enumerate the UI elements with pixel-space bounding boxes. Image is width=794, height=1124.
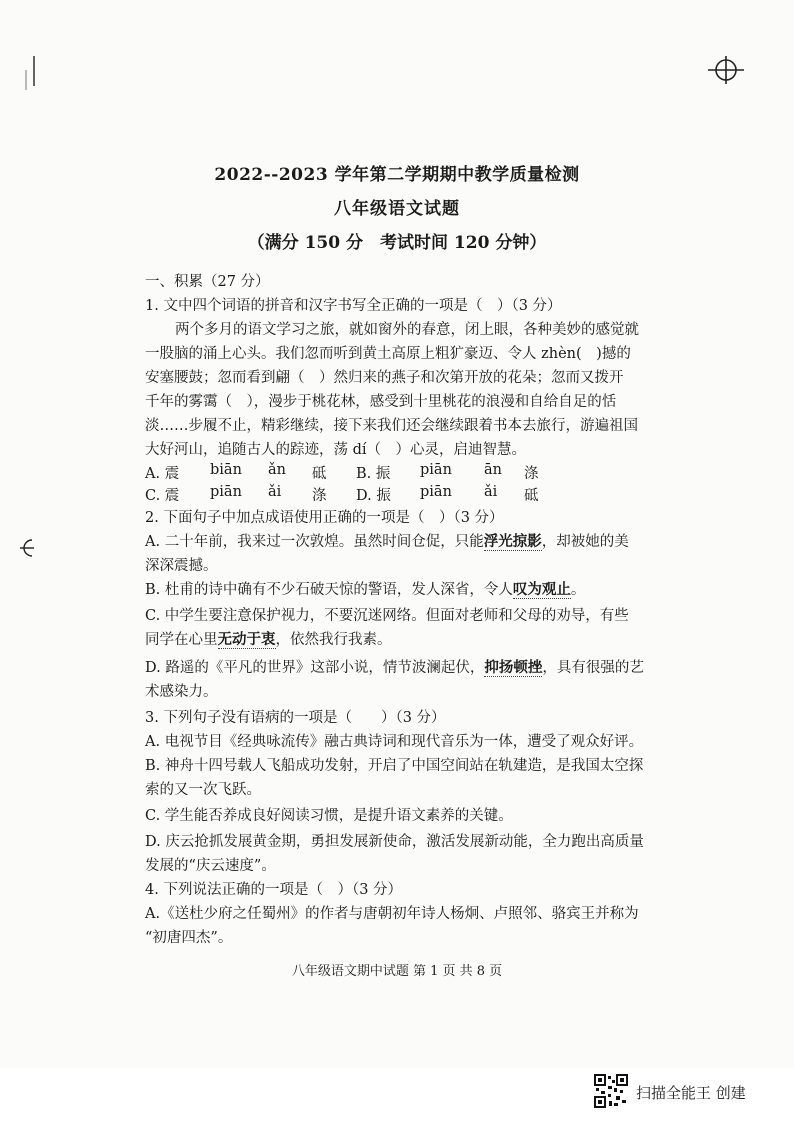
- q1-option-char: 涤: [524, 466, 539, 482]
- q1-option-a: A. 震: [145, 466, 180, 482]
- q1-passage-line: 安塞腰鼓；忽而看到翩（ ）然归来的燕子和次第开放的花朵；忽而又拨开: [145, 370, 624, 386]
- q1-option-pinyin: piān: [210, 484, 242, 500]
- q1-option-pinyin: biān: [210, 462, 242, 478]
- q1-option-b: B. 振: [356, 466, 391, 482]
- q2-option-d: [145, 656, 644, 677]
- q2-idiom: 无动于衷: [217, 631, 276, 648]
- q1-passage-line: 千年的雾霭（ ），漫步于桃花林，感受到十里桃花的浪漫和自给自足的恬: [145, 394, 617, 410]
- q4-stem: 4. 下列说法正确的一项是（ ）（3 分）: [145, 882, 403, 898]
- page-footer: 八年级语文期中试题 第 1 页 共 8 页: [291, 964, 503, 979]
- q2-option-text: 同学在心里: [145, 632, 218, 648]
- q1-option-char: 砥: [524, 488, 539, 504]
- q4-option-a-cont: “初唐四杰”。: [145, 930, 233, 946]
- q1-option-d: D. 振: [356, 488, 391, 504]
- q2-idiom: 叹为观止: [512, 581, 571, 598]
- q1-option-char: 砥: [312, 466, 327, 482]
- q2-option-b: [145, 578, 585, 599]
- qr-code-icon: [594, 1074, 628, 1108]
- q1-option-pinyin: ǎi: [484, 484, 498, 500]
- q1-passage-line: 淡……步履不止，精彩继续，接下来我们还会继续跟着书本去旅行，游遍祖国: [145, 418, 638, 434]
- q3-option-a: A. 电视节目《经典咏流传》融古典诗词和现代音乐为一体，遭受了观众好评。: [145, 734, 644, 750]
- q2-option-text: ，却被她的美: [541, 534, 629, 550]
- q2-option-c-cont: [145, 628, 392, 649]
- q2-option-d-cont: 术感染力。: [145, 684, 218, 700]
- exam-title: 2022--2023 学年第二学期期中教学质量检测: [214, 165, 580, 185]
- q4-option-a: A.《送杜少府之任蜀州》的作者与唐朝初年诗人杨炯、卢照邻、骆宾王并称为: [145, 906, 639, 922]
- registration-crosshair-icon: [708, 52, 744, 88]
- q2-option-text: ，具有很强的艺: [542, 660, 644, 676]
- q1-passage-line: 两个多月的语文学习之旅，就如窗外的春意，闭上眼，各种美妙的感觉就: [175, 322, 639, 338]
- q1-passage-line: 大好河山，追随古人的踪迹，荡 dí（ ）心灵，启迪智慧。: [145, 442, 527, 458]
- q2-idiom: 抑扬顿挫: [484, 659, 543, 676]
- q2-option-a-cont: 深深震撼。: [145, 558, 218, 574]
- q2-option-text: D. 路遥的《平凡的世界》这部小说，情节波澜起伏，: [145, 660, 485, 676]
- binding-mark-icon: [18, 538, 38, 558]
- q2-option-text: B. 杜甫的诗中确有不少石破天惊的警语，发人深省，令人: [145, 582, 513, 598]
- scanner-watermark: 扫描全能王 创建: [636, 1084, 746, 1102]
- q3-option-d-cont: 发展的“庆云速度”。: [145, 858, 276, 874]
- section-heading: 一、积累（27 分）: [145, 274, 270, 290]
- q1-option-pinyin: piān: [420, 484, 452, 500]
- q3-option-c: C. 学生能否养成良好阅读习惯，是提升语文素养的关键。: [145, 808, 513, 824]
- q2-stem: 2. 下面句子中加点成语使用正确的一项是（ ）（3 分）: [145, 510, 504, 526]
- q3-option-b: B. 神舟十四号载人飞船成功发射，开启了中国空间站在轨建造，是我国太空探: [145, 758, 644, 774]
- q1-option-pinyin: ān: [484, 462, 502, 478]
- q2-option-text: A. 二十年前，我来过一次敦煌。虽然时间仓促，只能: [145, 534, 484, 550]
- q3-option-d: D. 庆云抢抓发展黄金期，勇担发展新使命，激活发展新动能，全力跑出高质量: [145, 834, 644, 850]
- q1-stem: 1. 文中四个词语的拼音和汉字书写全正确的一项是（ ）（3 分）: [145, 298, 562, 314]
- corner-mark-icon: [24, 56, 42, 90]
- q2-option-a: [145, 530, 629, 551]
- q2-option-c: C. 中学生要注意保护视力，不要沉迷网络。但面对老师和父母的劝导，有些: [145, 608, 629, 624]
- q1-option-pinyin: ǎi: [268, 484, 282, 500]
- q3-stem: 3. 下列句子没有语病的一项是（ ）（3 分）: [145, 710, 446, 726]
- exam-info: （满分 150 分 考试时间 120 分钟）: [247, 233, 547, 253]
- q1-passage-line: 一股脑的涌上心头。我们忽而听到黄土高原上粗犷豪迈、令人 zhèn( )撼的: [145, 346, 631, 362]
- q1-option-char: 涤: [312, 488, 327, 504]
- q2-option-text: ，依然我行我素。: [275, 632, 392, 648]
- q1-option-pinyin: ǎn: [268, 462, 286, 478]
- q1-option-c: C. 震: [145, 488, 180, 504]
- q2-option-text: 。: [570, 582, 586, 598]
- q1-option-pinyin: piān: [420, 462, 452, 478]
- q3-option-b-cont: 索的又一次飞跃。: [145, 782, 261, 798]
- exam-subtitle: 八年级语文试题: [334, 199, 460, 219]
- q2-idiom: 浮光掠影: [483, 533, 542, 550]
